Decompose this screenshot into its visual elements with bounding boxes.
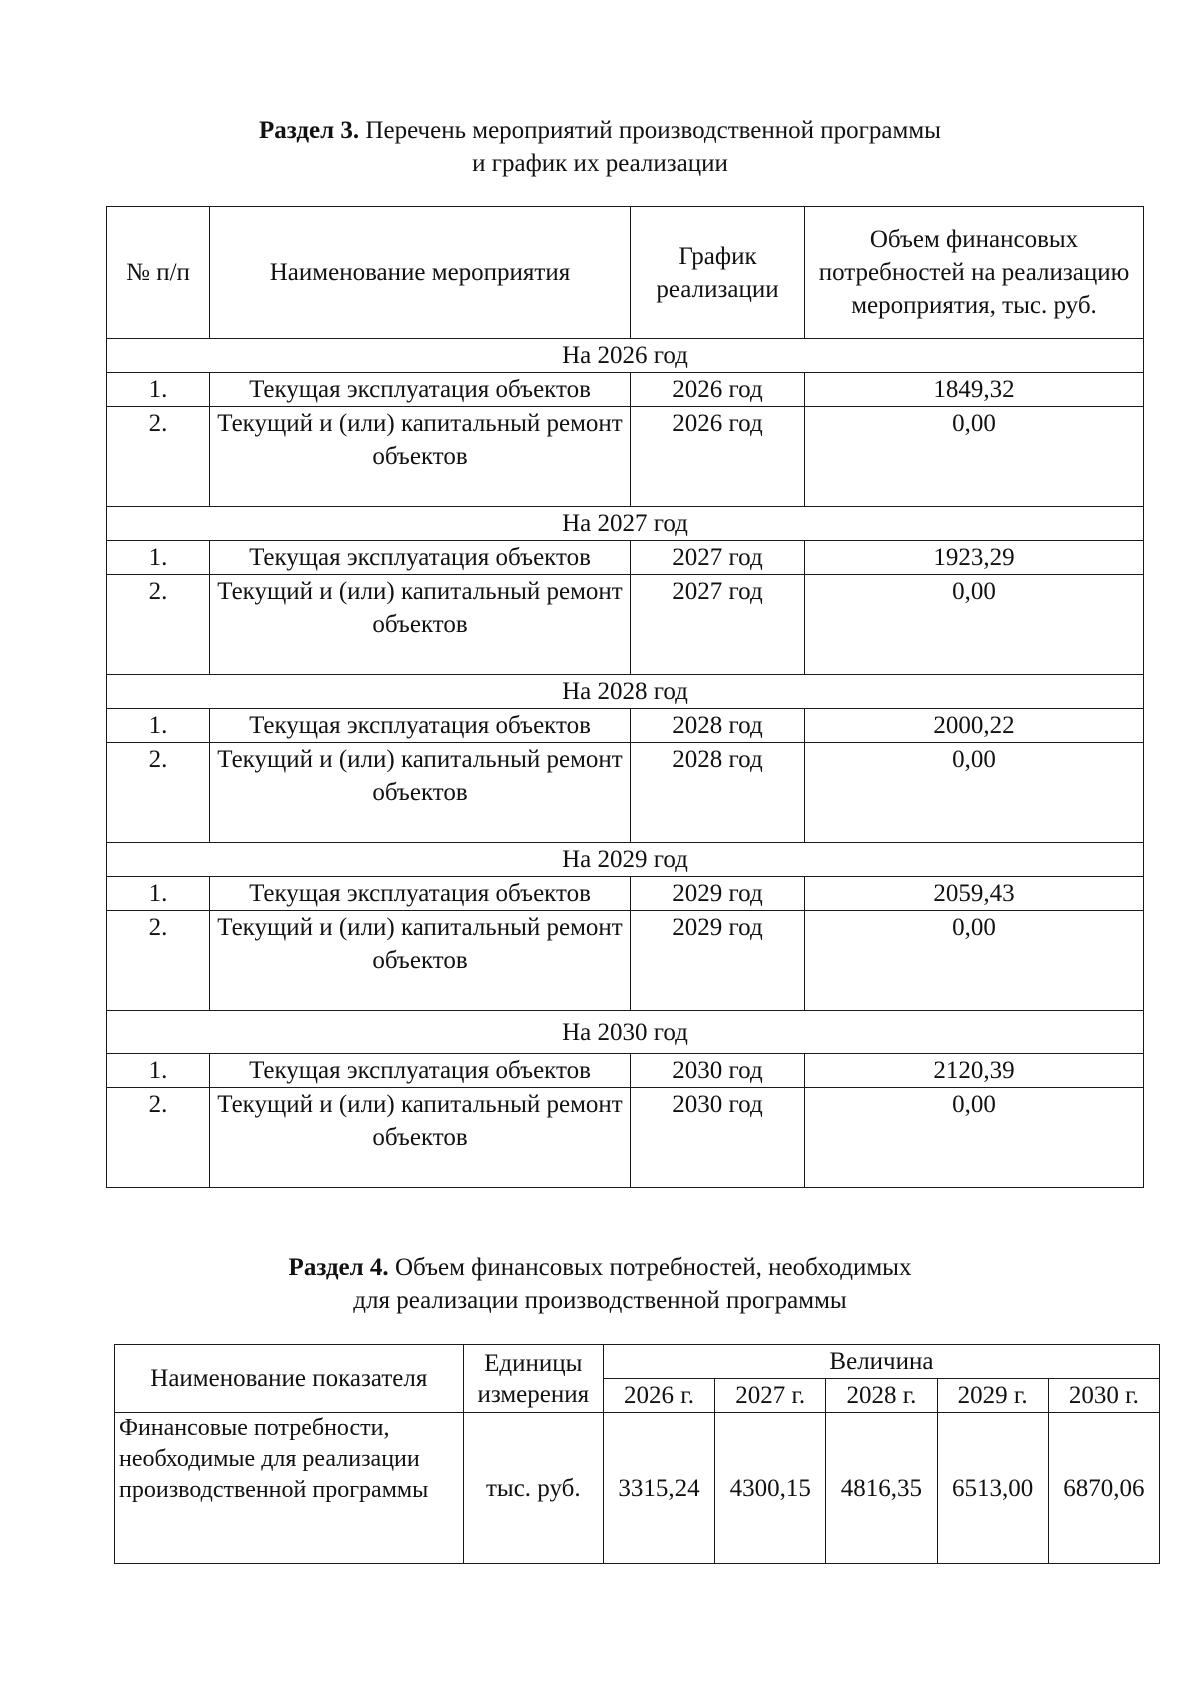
indicator-value: 4300,15 [715,1413,826,1564]
indicator-value: 6513,00 [937,1413,1048,1564]
year-group-row [107,339,1144,373]
column-header-number: № п/п [107,207,210,339]
activity-schedule: 2027 год [631,575,805,675]
activity-name: Текущая эксплуатация объектов [210,541,631,575]
activity-name: Текущая эксплуатация объектов [210,373,631,407]
activity-schedule: 2028 год [631,709,805,743]
activity-name: Текущий и (или) капитальный ремонт объектов [210,743,631,843]
table-row [107,373,1144,407]
column-header-unit: Единицы измерения [463,1345,603,1413]
activity-name: Текущая эксплуатация объектов [210,877,631,911]
activity-schedule: 2029 год [631,877,805,911]
year-group-title: На 2027 год [107,507,1144,541]
column-header-year: 2029 г. [937,1379,1048,1413]
activity-volume: 0,00 [805,743,1144,843]
section-3-heading-line2: и график их реализации [472,150,728,177]
column-header-year: 2030 г. [1048,1379,1159,1413]
section-3-title: Перечень мероприятий производственной программы [359,117,941,144]
activity-name: Текущая эксплуатация объектов [210,1054,631,1088]
row-number: 1. [107,373,210,407]
column-header-year: 2026 г. [603,1379,714,1413]
row-number: 2. [107,911,210,1011]
section-3-heading [40,114,1160,180]
activity-name: Текущий и (или) капитальный ремонт объектов [210,575,631,675]
table-row [107,877,1144,911]
activity-volume: 1923,29 [805,541,1144,575]
row-number: 2. [107,743,210,843]
activity-name: Текущий и (или) капитальный ремонт объектов [210,911,631,1011]
activity-volume: 0,00 [805,911,1144,1011]
section-3-label: Раздел 3. [259,117,360,144]
table-row [107,743,1144,843]
activity-name: Текущая эксплуатация объектов [210,709,631,743]
activity-schedule: 2030 год [631,1054,805,1088]
column-header-schedule: График реализации [631,207,805,339]
year-group-title: На 2026 год [107,339,1144,373]
activity-schedule: 2028 год [631,743,805,843]
column-header-value: Величина [603,1345,1159,1379]
activity-volume: 2000,22 [805,709,1144,743]
section-3-heading-line1 [40,114,1160,147]
row-number: 2. [107,1088,210,1188]
section-4-label: Раздел 4. [288,1254,389,1281]
activity-volume: 2120,39 [805,1054,1144,1088]
section-4-title: Объем финансовых потребностей, необходимых [388,1254,912,1281]
section-4-heading-line1 [40,1251,1160,1284]
activity-schedule: 2026 год [631,373,805,407]
table-row [107,709,1144,743]
activity-volume: 0,00 [805,575,1144,675]
row-number: 2. [107,575,210,675]
section-4-heading-line2: для реализации производственной программы [353,1287,847,1314]
table-row [107,541,1144,575]
table-row [107,407,1144,507]
row-number: 1. [107,877,210,911]
indicator-value: 4816,35 [826,1413,937,1564]
year-group-title: На 2029 год [107,843,1144,877]
year-group-row [107,507,1144,541]
column-header-activity-name: Наименование мероприятия [210,207,631,339]
row-number: 1. [107,1054,210,1088]
activity-name: Текущий и (или) капитальный ремонт объектов [210,1088,631,1188]
activity-schedule: 2029 год [631,911,805,1011]
year-group-row [107,1011,1144,1054]
activity-schedule: 2030 год [631,1088,805,1188]
year-group-row [107,843,1144,877]
row-number: 2. [107,407,210,507]
column-header-financial-volume: Объем финансовых потребностей на реализацию мероприятия, тыс. руб. [805,207,1144,339]
indicator-value: 3315,24 [603,1413,714,1564]
column-header-year: 2028 г. [826,1379,937,1413]
activities-table-header [107,207,1144,339]
year-group-title: На 2030 год [107,1011,1144,1054]
column-header-indicator-name: Наименование показателя [115,1345,464,1413]
activities-table [106,206,1144,1188]
section-4-heading [40,1251,1160,1317]
table-row [107,1088,1144,1188]
year-group-title: На 2028 год [107,675,1144,709]
year-group-row [107,675,1144,709]
indicator-unit: тыс. руб. [463,1413,603,1564]
table-row [107,575,1144,675]
activity-schedule: 2026 год [631,407,805,507]
financial-table-header-row-1 [115,1345,1160,1379]
indicator-name: Финансовые потребности, необходимые для реализации производственной программы [115,1413,464,1564]
activity-schedule: 2027 год [631,541,805,575]
activity-volume: 0,00 [805,407,1144,507]
table-row [107,1054,1144,1088]
activity-volume: 2059,43 [805,877,1144,911]
table-row [107,911,1144,1011]
table-row [115,1413,1160,1564]
financial-needs-table [114,1344,1160,1564]
activity-volume: 1849,32 [805,373,1144,407]
indicator-value: 6870,06 [1048,1413,1159,1564]
activity-volume: 0,00 [805,1088,1144,1188]
row-number: 1. [107,709,210,743]
column-header-year: 2027 г. [715,1379,826,1413]
row-number: 1. [107,541,210,575]
activity-name: Текущий и (или) капитальный ремонт объектов [210,407,631,507]
